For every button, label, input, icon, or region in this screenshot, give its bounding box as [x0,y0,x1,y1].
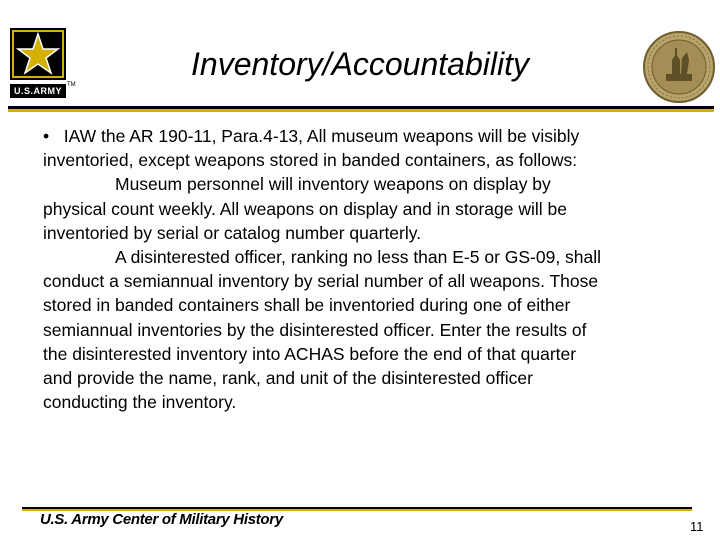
body-line: semiannual inventories by the disinterested officer. Enter the results of [43,319,587,340]
body-line: physical count weekly. All weapons on display and in storage will be [43,198,568,219]
page-title: Inventory/Accountability [191,46,529,82]
center-of-military-history-seal-icon [642,30,716,104]
body-line: • IAW the AR 190-11, Para.4-13, All museum weapons will be visibly [43,126,580,146]
army-logo-text: U.S.ARMY [10,84,66,98]
footer-org: U.S. Army Center of Military History [40,511,283,528]
body-line: Museum personnel will inventory weapons on display by [115,174,551,195]
star-icon [10,28,66,80]
body-line: conducting the inventory. [43,392,237,413]
page-number: 11 [690,519,704,534]
body-line: inventoried by serial or catalog number quarterly. [43,222,422,243]
body-line: stored in banded containers shall be inventoried during one of either [43,295,571,316]
bullet: • [43,126,50,146]
body-line: and provide the name, rank, and unit of the disinterested officer [43,368,533,389]
slide-body [43,124,693,414]
army-star-badge [10,28,66,80]
body-line: the disinterested inventory into ACHAS before the end of that quarter [43,343,577,364]
us-army-logo [10,28,76,100]
body-line: conduct a semiannual inventory by serial number of all weapons. Those [43,271,599,292]
header-divider [8,106,714,112]
body-line: inventoried, except weapons stored in banded containers, as follows: [43,150,578,171]
trademark: TM [67,82,76,88]
body-line: A disinterested officer, ranking no less than E-5 or GS-09, shall [115,247,602,268]
